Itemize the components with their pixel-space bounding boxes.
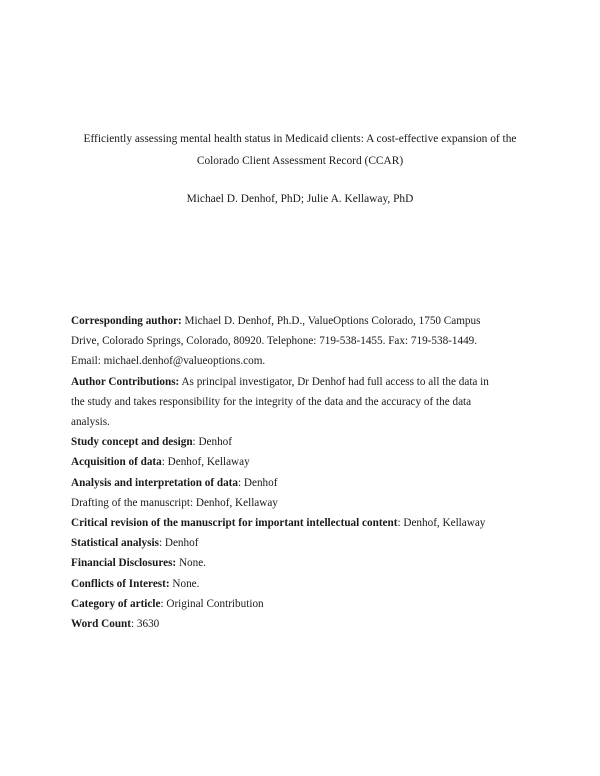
statistical-analysis-row: [71, 533, 531, 553]
category-of-article-label: Category of article: [71, 597, 161, 610]
author-contributions-line-2: the study and takes responsibility for the integrity of the data and the accuracy of the data: [71, 395, 472, 408]
analysis-value: : Denhof: [238, 476, 278, 489]
paper-title-line-1: Efficiently assessing mental health status in Medicaid clients: A cost-effective expansion of the: [83, 133, 517, 145]
corresponding-author-label: Corresponding author:: [71, 315, 182, 327]
critical-revision-value: : Denhof, Kellaway: [397, 517, 486, 530]
analysis-label: Analysis and interpretation of data: [71, 476, 238, 489]
word-count-row: [71, 614, 531, 634]
acquisition-row: [71, 452, 531, 472]
conflicts-of-interest-value: None.: [169, 577, 200, 590]
category-of-article-value: : Original Contribution: [160, 597, 264, 610]
conflicts-of-interest-label: Conflicts of Interest:: [71, 577, 170, 590]
study-concept-row: [71, 432, 531, 452]
financial-disclosures-label: Financial Disclosures:: [71, 557, 177, 570]
paper-title-line-2: Colorado Client Assessment Record (CCAR): [196, 155, 404, 167]
corresponding-author-line-2: Drive, Colorado Springs, Colorado, 80920. Telephone: 719-538-1455. Fax: 719-538-1449.: [71, 335, 478, 348]
study-concept-label: Study concept and design: [71, 436, 193, 449]
corresponding-author-line-1: [71, 311, 531, 331]
author-contributions-line-1: [71, 372, 531, 392]
acquisition-label: Acquisition of data: [71, 456, 162, 469]
statistical-analysis-value: : Denhof: [158, 537, 199, 550]
author-list: Michael D. Denhof, PhD; Julie A. Kellaway, PhD: [186, 193, 414, 205]
corresponding-author-text: Michael D. Denhof, Ph.D., ValueOptions Colorado, 1750 Campus: [181, 315, 481, 327]
critical-revision-row: [71, 513, 531, 533]
word-count-value: : 3630: [131, 618, 160, 631]
financial-disclosures-row: [71, 553, 531, 573]
word-count-label: Word Count: [71, 618, 131, 631]
financial-disclosures-value: None.: [176, 557, 206, 570]
drafting-row: Drafting of the manuscript: Denhof, Kellaway: [71, 496, 278, 509]
author-contributions-label: Author Contributions:: [71, 375, 180, 388]
author-contributions-line-3: analysis.: [71, 416, 110, 429]
category-of-article-row: [71, 594, 531, 614]
acquisition-value: : Denhof, Kellaway: [161, 456, 250, 469]
analysis-row: [71, 473, 531, 493]
critical-revision-label: Critical revision of the manuscript for important intellectual content: [71, 517, 398, 530]
conflicts-of-interest-row: [71, 574, 531, 594]
author-contributions-text: As principal investigator, Dr Denhof had full access to all the data in: [179, 375, 489, 388]
paper-title: [40, 128, 560, 172]
study-concept-value: : Denhof: [192, 436, 233, 449]
corresponding-author-email: Email: michael.denhof@valueoptions.com.: [71, 355, 266, 368]
statistical-analysis-label: Statistical analysis: [71, 537, 159, 550]
author-information-block: [71, 311, 531, 634]
